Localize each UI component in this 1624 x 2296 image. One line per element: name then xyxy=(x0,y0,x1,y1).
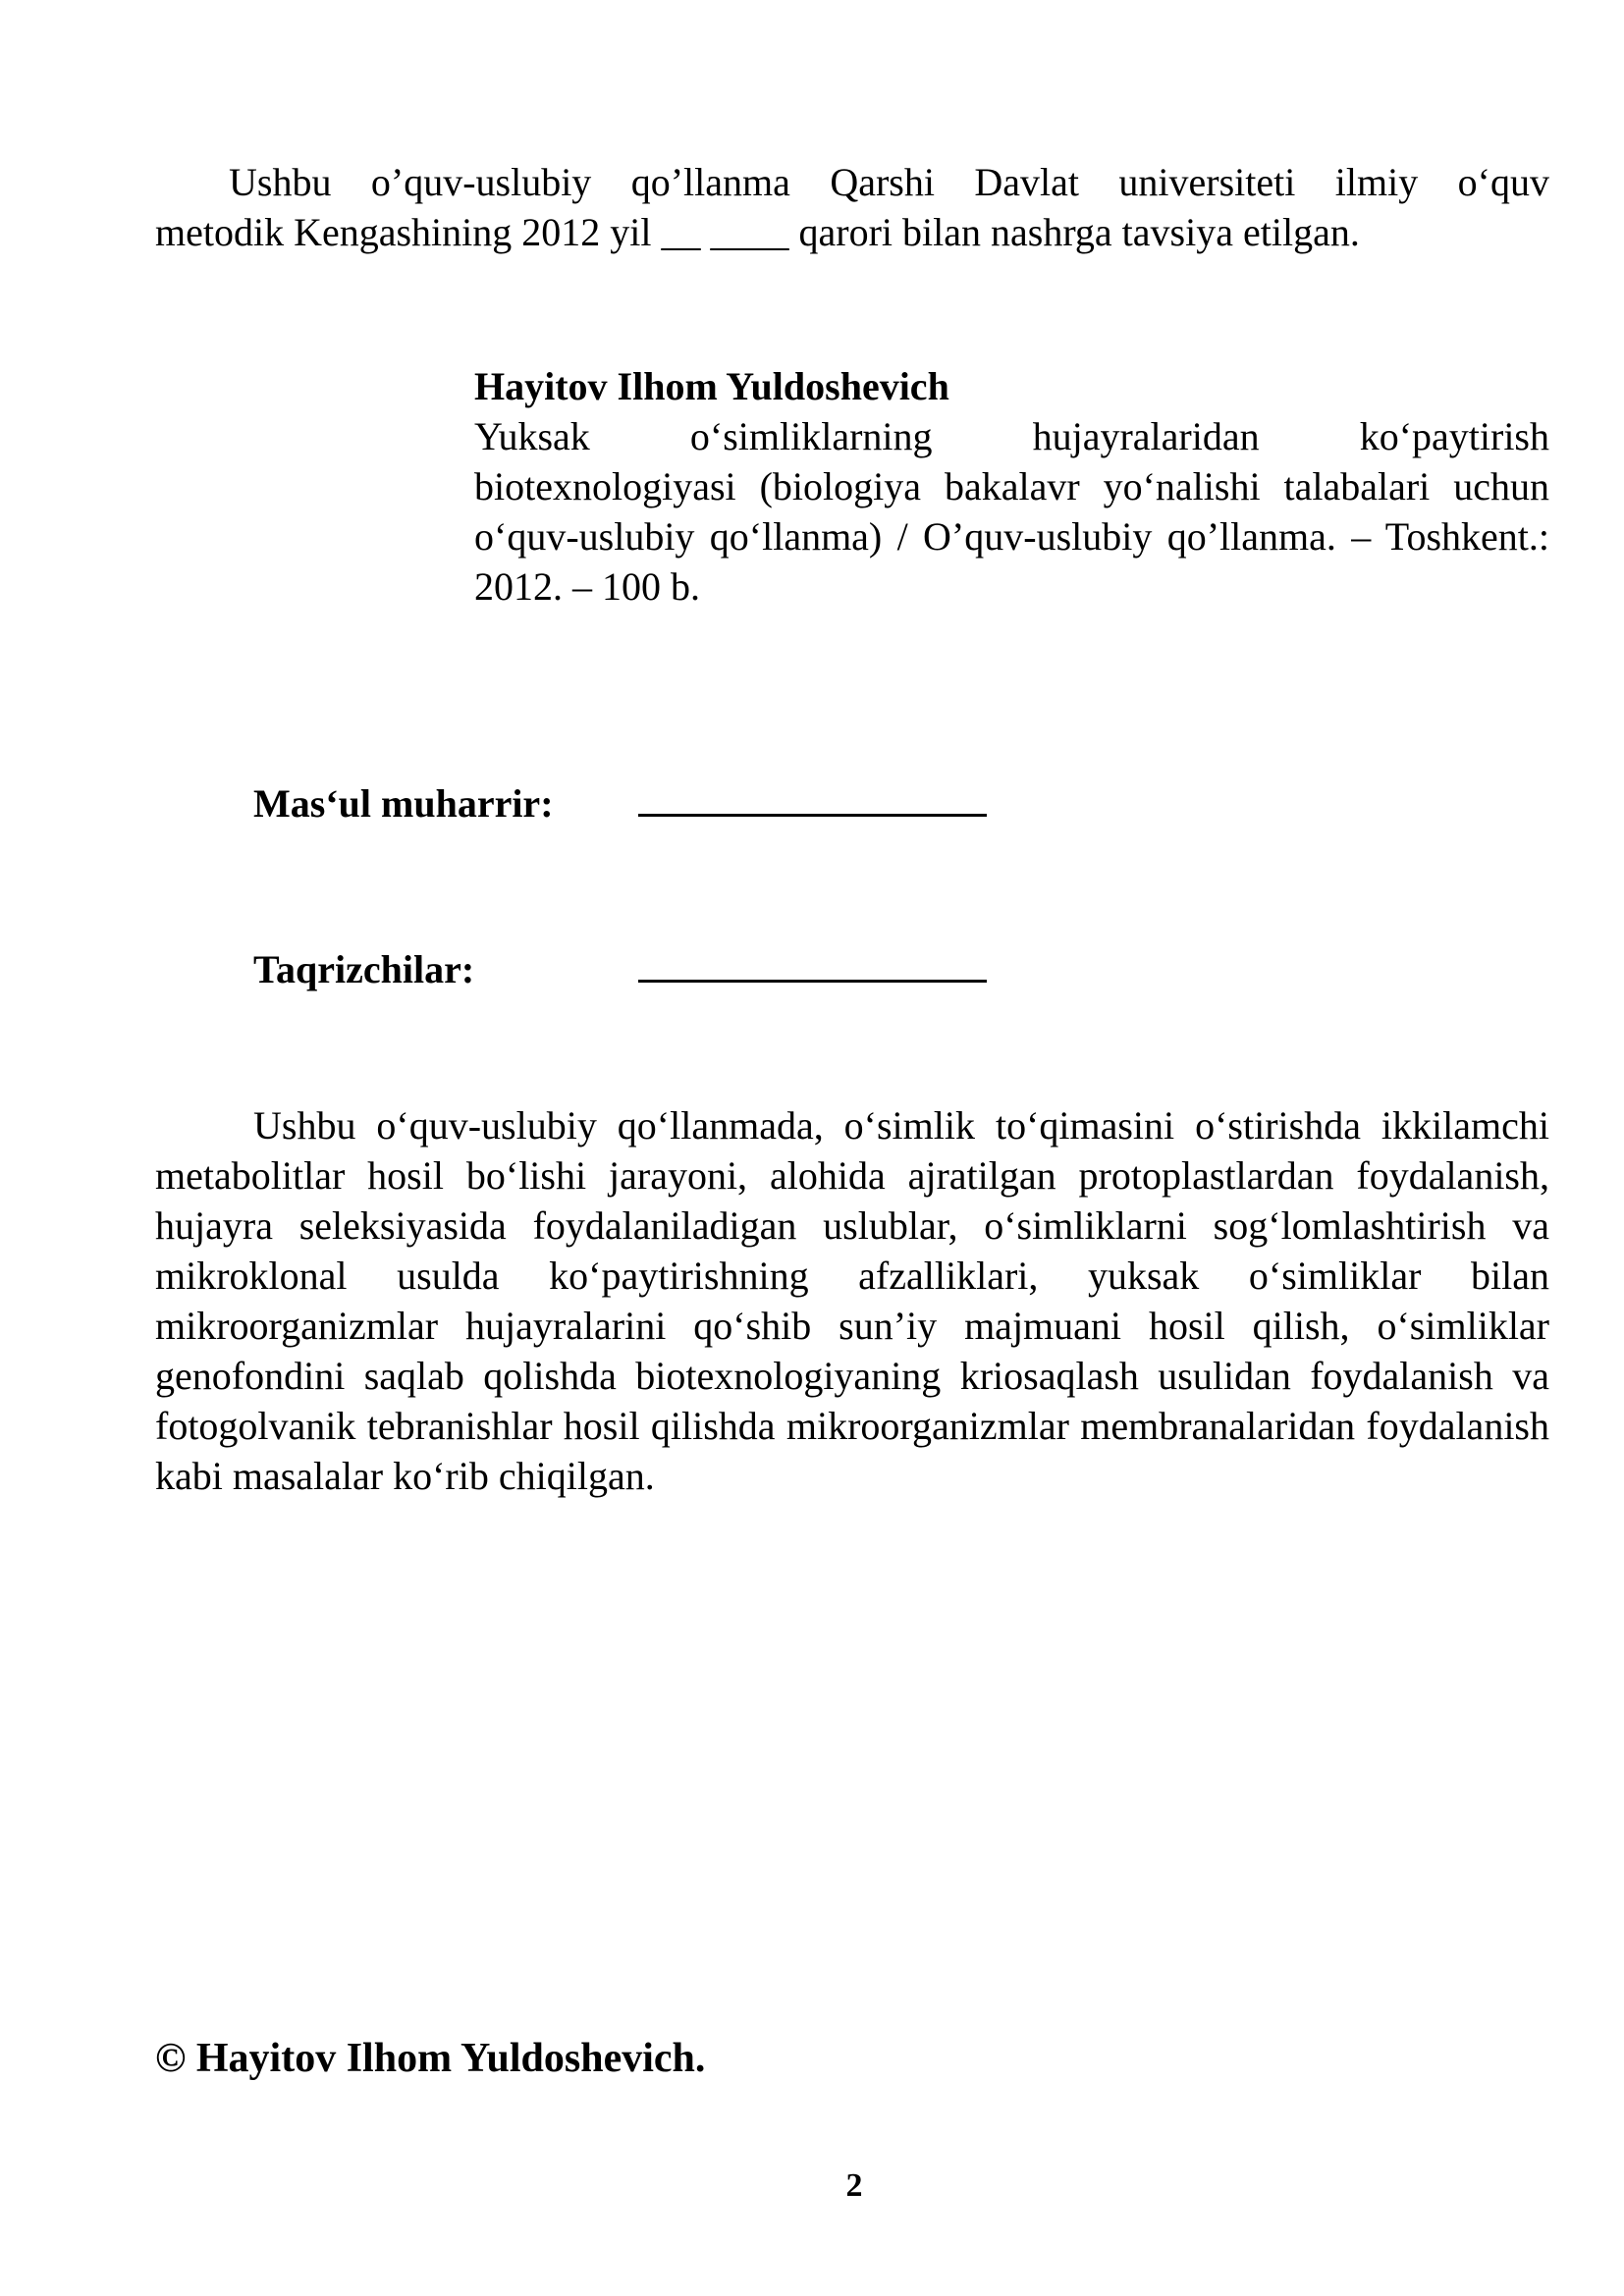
approval-line-2: metodik Kengashining 2012 yil __ ____ qarori bilan nashrga tavsiya etilgan. xyxy=(155,210,1360,254)
bibliography-description: Yuksak o‘simliklarning hujayralaridan ko‘paytirish biotexnologiyasi (biologiya bakalavr yo‘nalishi talabalari uchun o‘quv-uslubiy qo‘llanma) / O’quv-uslubiy qo’llanma. – Toshkent.: 2012. – 100 b. xyxy=(474,414,1549,609)
bibliographic-entry xyxy=(474,361,1549,612)
page-number: 2 xyxy=(845,2167,863,2204)
approval-line-1: Ushbu o’quv-uslubiy qo’llanma Qarshi Davlat universiteti ilmiy o‘quv xyxy=(229,160,1549,204)
abstract-paragraph: Ushbu o‘quv-uslubiy qo‘llanmada, o‘simlik to‘qimasini o‘stirishda ikkilamchi metabolitlar hosil bo‘lishi jarayoni, alohida ajratilgan protoplastlardan foydalanish, hujayra seleksiyasida foydalaniladigan uslublar, o‘simliklarni sog‘lomlashtirish va mikroklonal usulda ko‘paytirishning afzalliklari, yuksak o‘simliklar bilan mikroorganizmlar hujayralarini qo‘shib sun’iy majmuani hosil qilish, o‘simliklar genofondini saqlab qolishda biotexnologiyaning kriosaqlash usulidan foydalanish va fotogolvanik tebranishlar hosil qilishda mikroorganizmlar membranalaridan foydalanish kabi masalalar ko‘rib chiqilgan. xyxy=(155,1103,1549,1498)
reviewers-label: Taqrizchilar: xyxy=(253,947,475,991)
editor-field xyxy=(253,778,987,828)
approval-note xyxy=(155,157,1549,257)
copyright-notice: © Hayitov Ilhom Yuldoshevich. xyxy=(155,2036,706,2081)
editor-label: Mas‘ul muharrir: xyxy=(253,781,554,826)
reviewers-blank-line xyxy=(638,944,987,983)
reviewers-field xyxy=(253,944,987,994)
editor-blank-line xyxy=(638,778,987,817)
bibliography-author: Hayitov Ilhom Yuldoshevich xyxy=(474,364,949,408)
